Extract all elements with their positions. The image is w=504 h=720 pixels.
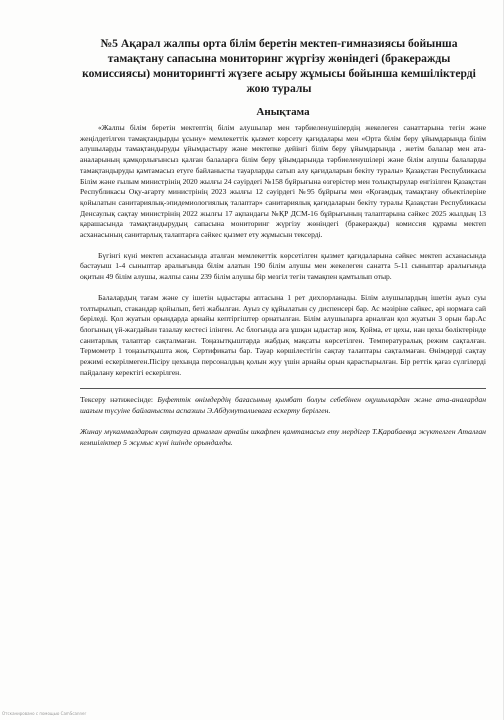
result-lead: Тексеру нәтижесінде: bbox=[80, 395, 154, 405]
document-heading: Анықтама bbox=[256, 106, 310, 118]
document-title: №5 Ақарал жалпы орта білім беретін мектеп-гимназиясы бойынша тамақтану сапасына мониторинг жүргізу жөніндегі (бракеражды комиссиясы) мониторингті жүзеге асыру жұмысы бойынша кемшіліктерді жою туралы bbox=[82, 37, 476, 95]
order-text: Жинау мүкаммалдарын сақтауға арналған арнайы шкафпен қамтамасыз ету мердігер Т.Қарабаевқа жүктелген Аталған кемшіліктер 5 жұмыс күні ішінде орындалды. bbox=[80, 427, 486, 447]
paragraph-inspection: Балалардың тағам және су ішетін ыдыстары аптасына 1 рет дихлорланады. Білім алушылардың ішетін ауыз суы толтырылып, стакандар қойылып, беті жабылған. Ауыз су құйылатын су диспенсері бар. Ас мәзіріне сәйкес, әрі нормаға сай беріледі. Қол жуатын орындарда арнайы кептіргіштер орнатылған. Білім алушыларға арналған қол жуатын 3 орын бар.Ас блогының үй-жағдайын тазалау кестесі ілінген. Ас блогында аға ұшқан ыдыстар жоқ. Қойма, ет цехы, нан цехы бөліктерінде санитарлық талаптар сақталмаған. Тоңазытқыштарда жабдық мақсаты көрсетілген. Температуралық режим сақталған. Термометр 1 тоңазытқышта жоқ. Сертификаты бар. Тауар көршілестігін сақтау талаптары сақталмаған. Өнімдерді сақтау режимі ескерілмеген.Пісіру цехында персоналдың қолын жуу үшін арнайы орын қарастырылған. Бір реттік қағаз сүлгілерді пайдалану керектігі ескерілген. bbox=[80, 292, 486, 377]
paragraph-regulations: «Жалпы білім беретін мектептің білім алушылар мен тәрбиеленушілердің жекелеген санаттарына тегін және жеңілдетілген тамақтандырды ұсыну» мемлекеттік қызмет көрсету қағидалары мен «Орта білім беру ұйымдарында білім алушыларды тамақтандыруды ұйымдастыру және мектепке дейінгі білім беру ұйымдарында , жетім балалар мен ата-аналарының қамқорлығынсыз қалған балаларға білім беру ұйымдарында тәрбиеленушілері және білім алушы балаларды тамақтандыруды қамтамасыз етуге байланысты тауарларды сатып алу қағидаларын бекіту туралы» Қазақстан Республикасы Білім және ғылым министрінің 2020 жылғы 24 сәуірдегі №158 бұйрығына өзгерістер мен толықтырулар енгізілген Қазақстан Республикасы Оқу-ағарту министрінің 2023 жылғы 12 сәуірдегі №95 бұйрығы мен «Қоғамдық тамақтану объектілеріне қойылатын санитариялық-эпидемиологиялық талаптар» санитариялық қағидаларын бекіту туралы Қазақстан Республикасы Денсаулық сақтау министрінің 2022 жылғы 17 ақпандағы №ҚР ДСМ-16 бұйрығының талаптарына сәйкес 2025 жылдың 13 қарашасында тамақтандырудың сапасына мониторинг жүргізу жөніндегі (бракеражды) комиссия құрамы мектеп асханасының санитарлық талаптарға сәйкес қызмет ету жұмысын тексерді. bbox=[80, 123, 486, 240]
paragraph-students: Бүгінгі күні мектеп асханасында аталған мемлекеттік көрсетілген қызмет қағидаларына сәйкес мектеп асханасында бастауыш 1-4 сыныптар аралығында білім алатын 190 білім алушы мен жекелеген санатта 5-11 сыныптар аралығында оқитын 49 білім алушы, жалпы саны 239 білім алушы бір мезгіл тегін тамақпен қамтылып отыр. bbox=[80, 250, 486, 282]
scan-watermark: Отсканировано с помощью CamScanner bbox=[2, 711, 87, 716]
result-body: Буфеттік өнімдердің бағасының қымбат болуы себебінен оқушылардан және ата-аналардан шағым түсуіне байланысты аспазшы Э.Абдумуталиеваға ескерту берілген. bbox=[80, 395, 487, 416]
inspection-result bbox=[80, 395, 486, 417]
divider bbox=[80, 388, 486, 389]
